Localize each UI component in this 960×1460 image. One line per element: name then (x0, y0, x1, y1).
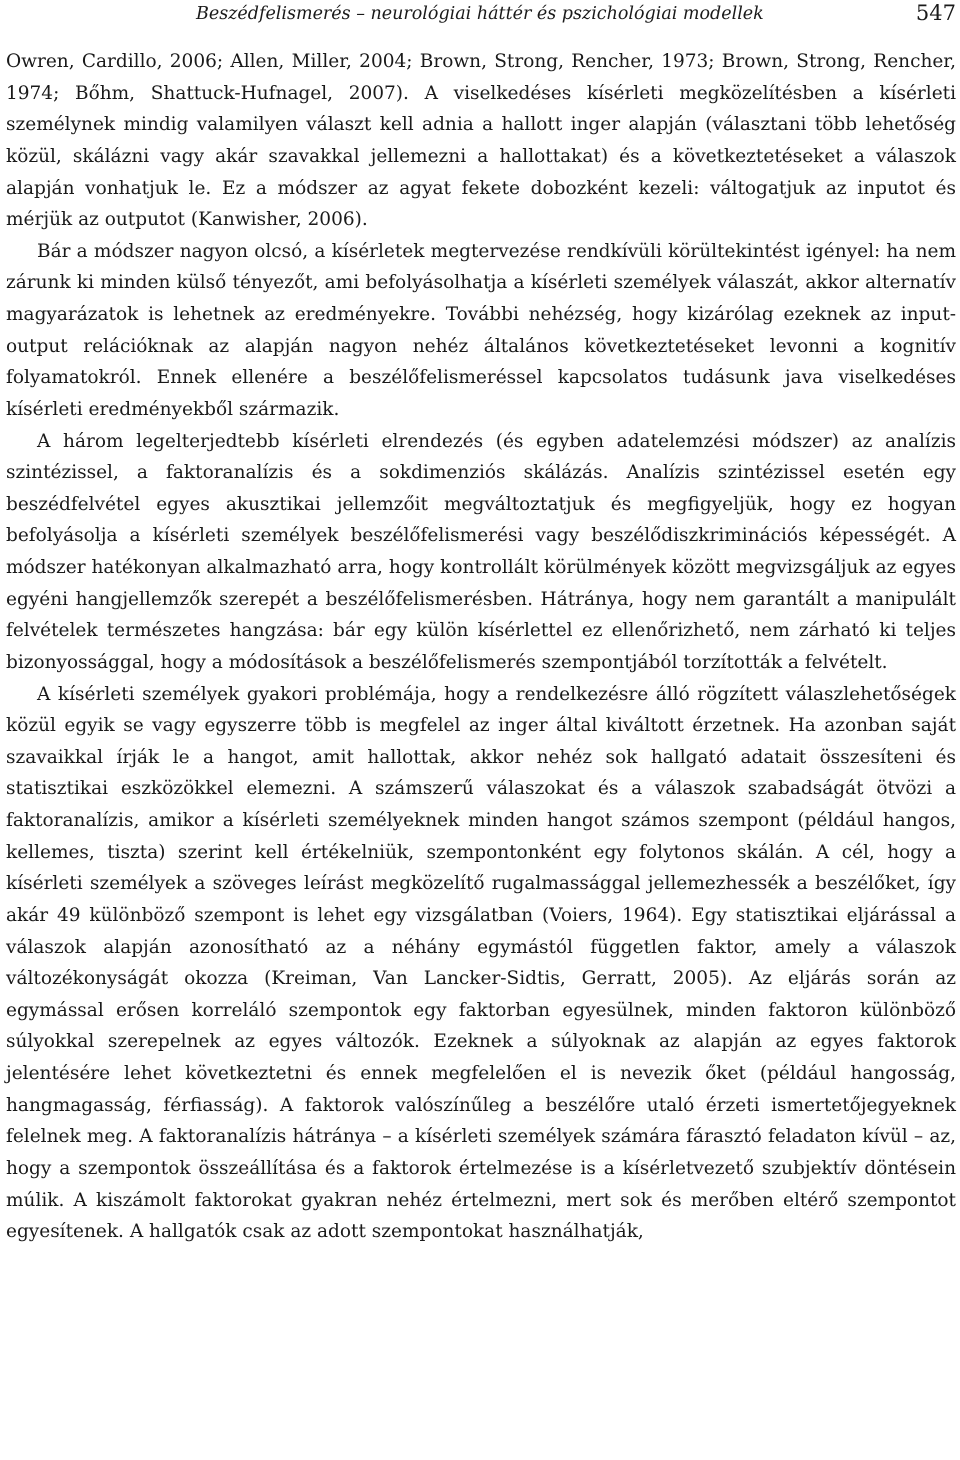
page-number: 547 (915, 1, 956, 25)
body-text (6, 46, 956, 1248)
paragraph-1: Owren, Cardillo, 2006; Allen, Miller, 2004; Brown, Strong, Rencher, 1973; Brown, Strong, Rencher, 1974; Bőhm, Shattuck-Hufnagel, 2007). A viselkedéses kísérleti megközelítésben a kísérleti személynek mindig valamilyen választ kell adnia a hallott inger alapján (választani több lehetőség közül, skálázni vagy akár szavakkal jellemezni a hallottakat) és a következtetéseket a válaszok alapján vonhatjuk le. Ez a módszer az agyat fekete dobozként kezeli: váltogatjuk az inputot és mérjük az outputot (Kanwisher, 2006). (6, 51, 956, 231)
document-page (6, 0, 956, 1460)
paragraph-3: A három legelterjedtebb kísérleti elrendezés (és egyben adatelemzési módszer) az analízis szintézissel, a faktoranalízis és a sokdimenziós skálázás. Analízis szintézissel esetén egy beszédfelvétel egyes akusztikai jellemzőit megváltoztatjuk és megfigyeljük, hogy ez hogyan befolyásolja a kísérleti személyek beszélőfelismerési vagy beszélődiszkriminációs képességét. A módszer hatékonyan alkalmazható arra, hogy kontrollált körülmények között megvizsgáljuk az egyes egyéni hangjellemzők szerepét a beszélőfelismerésben. Hátránya, hogy nem garantált a manipulált felvételek természetes hangzása: bár egy külön kísérlettel ez ellenőrizhető, nem zárható ki teljes bizonyossággal, hogy a módosítások a beszélőfelismerés szempontjából torzították a felvételt. (6, 430, 956, 673)
paragraph-4: A kísérleti személyek gyakori problémája, hogy a rendelkezésre álló rögzített válaszlehetőségek közül egyik se vagy egyszerre több is megfelel az inger által kiváltott érzetnek. Ha azonban saját szavaikkal írják le a hangot, amit hallottak, akkor nehéz sok hallgató adatait összesíteni és statisztikai eszközökkel elemezni. A számszerű válaszokat és a válaszok szabadságát ötvözi a faktoranalízis, amikor a kísérleti személyeknek minden hangot számos szempont (például hangos, kellemes, tiszta) szerint kell értékelniük, szempontonként egy folytonos skálán. A cél, hogy a kísérleti személyek a szöveges leírást megközelítő rugalmassággal jellemezhessék a beszélőket, így akár 49 különböző szempont is lehet egy vizsgálatban (Voiers, 1964). Egy statisztikai eljárással a válaszok alapján azonosítható az a néhány egymástól független faktor, amely a válaszok változékonyságát okozza (Kreiman, Van Lancker-Sidtis, Gerratt, 2005). Az eljárás során az egymással erősen korreláló szempontok egy faktorban egyesülnek, minden faktoron különböző súlyokkal szerepelnek az egyes változók. Ezeknek a súlyoknak az alapján az egyes faktorok jelentésére lehet következtetni és ennek megfelelően el is nevezik őket (például hangosság, hangmagasság, férfiasság). A faktorok valószínűleg a beszélőre utaló érzeti ismertetőjegyeknek felelnek meg. A faktoranalízis hátránya – a kísérleti személyek számára fárasztó feladaton kívül – az, hogy a szempontok összeállítása és a faktorok értelmezése is a kísérletvezető szubjektív döntésein múlik. A kiszámolt faktorokat gyakran nehéz értelmezni, mert sok és merőben eltérő szempontot egyesítenek. A hallgatók csak az adott szempontokat használhatják, (6, 683, 956, 1243)
running-header (6, 0, 956, 40)
running-header-title: Beszédfelismerés – neurológiai háttér és pszichológiai modellek (196, 4, 764, 24)
paragraph-2: Bár a módszer nagyon olcsó, a kísérletek megtervezése rendkívüli körültekintést igényel: ha nem zárunk ki minden külső tényezőt, ami befolyásolhatja a kísérleti személyek válaszát, akkor alternatív magyarázatok is lehetnek az eredményekre. További nehézség, hogy kizárólag ezeknek az input-output relációknak az alapján nagyon nehéz általános következtetéseket levonni a kognitív folyamatokról. Ennek ellenére a beszélőfelismeréssel kapcsolatos tudásunk java viselkedéses kísérleti eredményekből származik. (6, 240, 956, 420)
